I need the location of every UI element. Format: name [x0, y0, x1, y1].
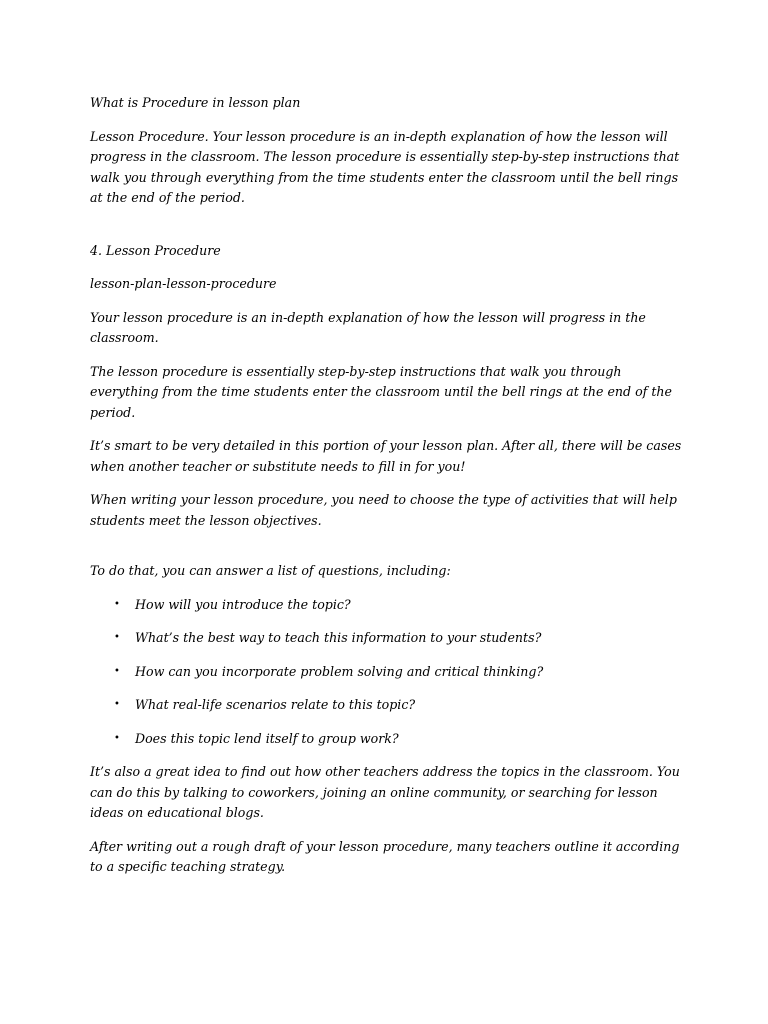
list-item — [90, 662, 690, 683]
list-item-text: Does this topic lend itself to group work? — [135, 730, 399, 746]
list-item — [90, 595, 690, 616]
list-item-text: What real-life scenarios relate to this topic? — [135, 697, 416, 712]
document-title: What is Procedure in lesson plan — [90, 95, 301, 110]
section-slug: lesson-plan-lesson-procedure — [90, 276, 277, 291]
list-item-text: What’s the best way to teach this information to your students? — [135, 630, 542, 645]
body-paragraph: Your lesson procedure is an in-depth explanation of how the lesson will progress in the classroom. — [90, 309, 646, 345]
closing-paragraph: After writing out a rough draft of your lesson procedure, many teachers outline it according to a specific teaching strategy. — [90, 838, 680, 874]
bullet-icon: • — [114, 598, 120, 610]
intro-paragraph: Lesson Procedure. Your lesson procedure is an in-depth explanation of how the lesson will progress in the classroom. The lesson procedure is essentially step-by-step instructions that walk you through everything from the time students enter the classroom until the bell rings at the end of the period. — [90, 128, 680, 205]
body-paragraph: It’s smart to be very detailed in this portion of your lesson plan. After all, there will be cases when another teacher or substitute needs to fill in for you! — [90, 438, 682, 474]
document-body — [90, 93, 690, 891]
bullet-icon: • — [114, 732, 120, 744]
bullet-icon: • — [114, 632, 120, 643]
list-item — [90, 729, 690, 750]
list-item — [90, 628, 690, 649]
section-heading: 4. Lesson Procedure — [90, 242, 221, 258]
closing-paragraph: It’s also a great idea to find out how other teachers address the topics in the classroom. You can do this by talking to coworkers, joining an online community, or searching for lesson ideas on educational blogs. — [90, 764, 680, 820]
body-paragraph: When writing your lesson procedure, you need to choose the type of activities that will help students meet the lesson objectives. — [90, 492, 677, 528]
bullet-icon: • — [114, 665, 120, 677]
list-item — [90, 695, 690, 716]
list-intro: To do that, you can answer a list of questions, including: — [90, 563, 451, 578]
body-paragraph: The lesson procedure is essentially step-by-step instructions that walk you through everything from the time students enter the classroom until the bell rings at the end of the period. — [90, 363, 672, 420]
questions-list — [90, 595, 690, 750]
list-item-text: How can you incorporate problem solving and critical thinking? — [135, 663, 544, 679]
bullet-icon: • — [114, 699, 120, 710]
list-item-text: How will you introduce the topic? — [135, 596, 351, 612]
